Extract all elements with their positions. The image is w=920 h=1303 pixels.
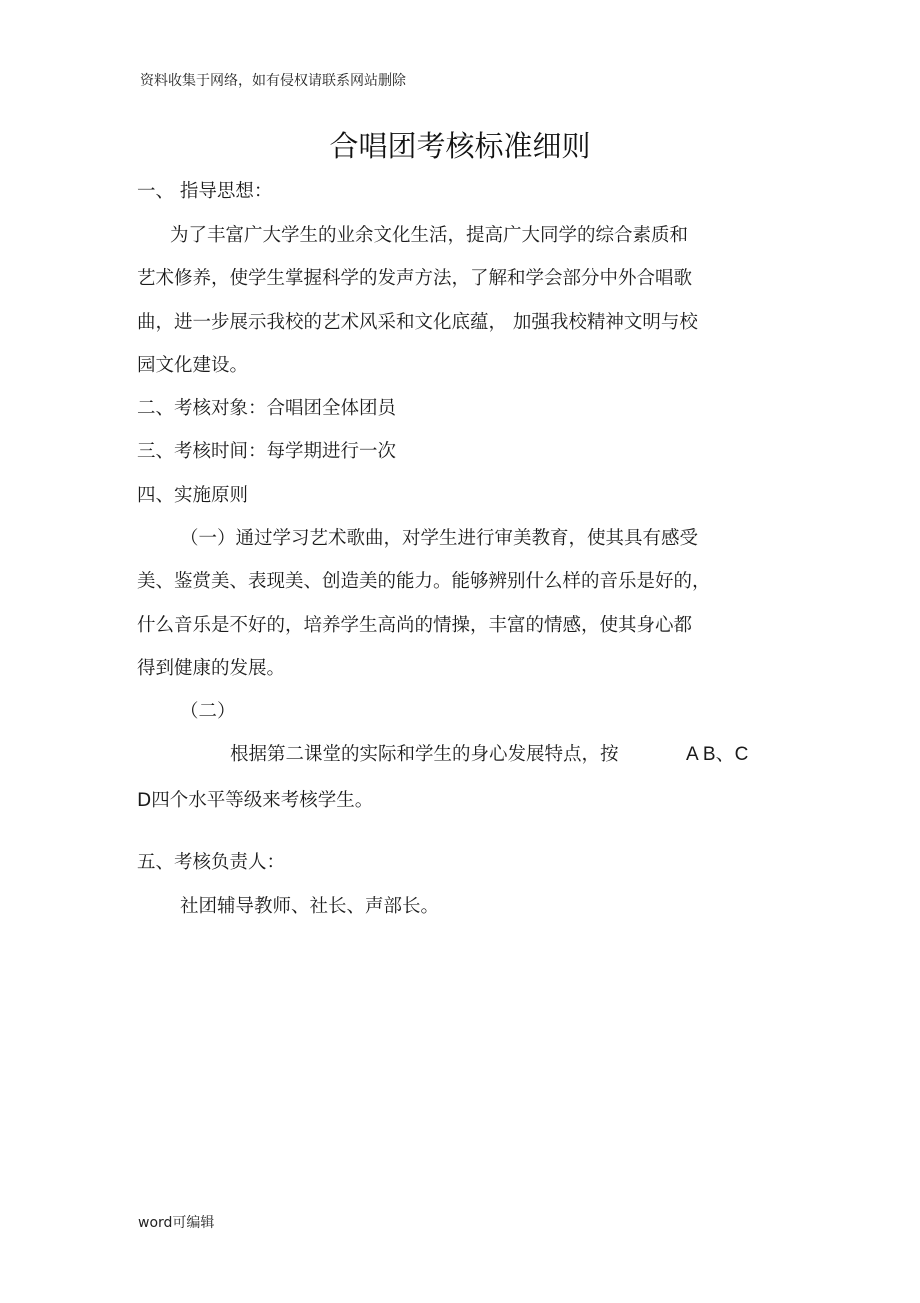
footer-note: word可编辑 bbox=[138, 1215, 215, 1231]
section-4-1-line: （一）通过学习艺术歌曲，对学生进行审美教育，使其具有感受 bbox=[180, 528, 699, 549]
section-1-line: 曲，进一步展示我校的艺术风采和文化底蕴， 加强我校精神文明与校 bbox=[137, 312, 698, 333]
section-5-text: 社团辅导教师、社长、声部长。 bbox=[180, 896, 440, 917]
section-4-2-grades: A B、C bbox=[686, 744, 749, 765]
section-4-1-line: 美、鉴赏美、表现美、创造美的能力。能够辨别什么样的音乐是好的， bbox=[137, 571, 711, 592]
section-1-line: 为了丰富广大学生的业余文化生活，提高广大同学的综合素质和 bbox=[170, 225, 689, 246]
section-1-line: 艺术修养，使学生掌握科学的发声方法，了解和学会部分中外合唱歌 bbox=[137, 268, 693, 289]
section-3: 三、考核时间：每学期进行一次 bbox=[137, 441, 397, 462]
section-4-2-text: 根据第二课堂的实际和学生的身心发展特点，按 bbox=[230, 744, 619, 765]
section-4-heading: 四、实施原则 bbox=[137, 485, 249, 506]
section-4-1-line: 得到健康的发展。 bbox=[137, 658, 286, 679]
section-2: 二、考核对象：合唱团全体团员 bbox=[137, 398, 397, 419]
section-4-1-line: 什么音乐是不好的，培养学生高尚的情操，丰富的情感，使其身心都 bbox=[137, 615, 693, 636]
page-title: 合唱团考核标准细则 bbox=[329, 129, 591, 163]
section-5-heading: 五、考核负责人： bbox=[137, 852, 286, 873]
section-1-line: 园文化建设。 bbox=[137, 355, 249, 376]
header-note: 资料收集于网络，如有侵权请联系网站删除 bbox=[140, 73, 406, 89]
section-4-2-label: （二） bbox=[180, 701, 236, 722]
section-4-2-line2: D四个水平等级来考核学生。 bbox=[137, 790, 374, 811]
section-1-heading: 一、 指导思想： bbox=[137, 181, 273, 202]
